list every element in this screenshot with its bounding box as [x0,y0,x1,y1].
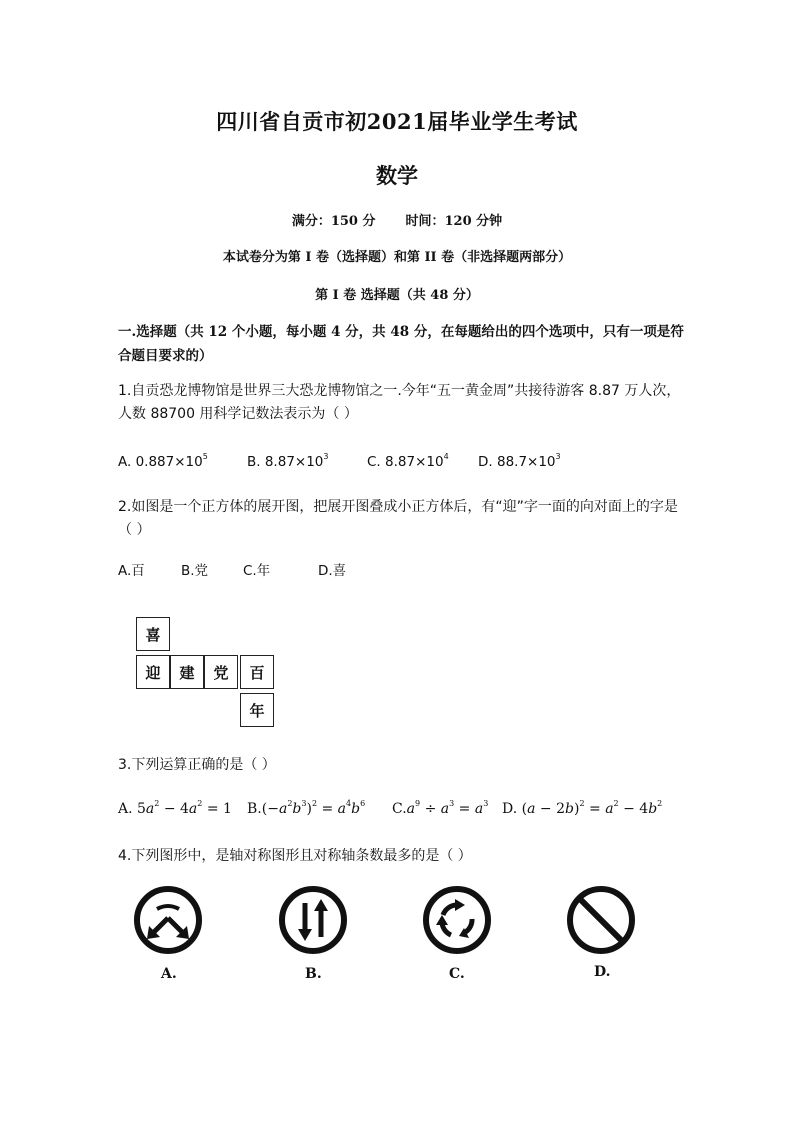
part-one-heading: 第 I 卷 选择题（共 48 分） [315,288,479,303]
exam-meta [0,210,794,229]
q1-option-b: B. $8.87\times 10^3$ [247,452,329,470]
q2-option-c: C.年 [243,563,271,579]
q2-option-b: B.党 [181,563,209,579]
q3-option-d: D. $(a - 2b)^2 = a^2 - 4b^2$ [502,799,663,817]
net-cell-dang: 党 [204,655,238,689]
net-cell-nian: 年 [240,693,274,727]
q1-option-d: D. $88.7\times 10^3$ [478,452,561,470]
exam-subject: 数学 [376,163,418,188]
question-3-stem: 3.下列运算正确的是（ ） [118,757,276,773]
q2-option-d: D.喜 [318,563,347,579]
exam-title: 四川省自贡市初2021届毕业学生考试 [216,109,578,134]
sign-c-roundabout-icon [422,885,492,955]
sign-b-label: B. [305,966,322,982]
sign-a-diverging-arrows-icon [133,885,203,955]
q1-option-c: C. $8.87\times 10^4$ [367,452,449,470]
cube-net-figure [136,617,276,729]
q3-option-c: $C.a^9 \div a^3 = a^3$ [392,799,489,817]
sign-d-label: D. [594,964,611,980]
sign-c-label: C. [449,966,465,982]
q3-option-a: A. $5a^2 - 4a^2 = 1$ [118,799,232,817]
question-4-stem: 4.下列图形中，是轴对称图形且对称轴条数最多的是（ ） [118,848,472,864]
q2-option-a: A.百 [118,563,145,579]
question-1-line-2: 人数 88700 用科学记数法表示为（ ） [118,406,358,422]
question-2-stem [118,496,688,542]
question-1-stem [118,380,688,426]
exam-time: 时间：120 分钟 [405,214,503,229]
net-cell-ying: 迎 [136,655,170,689]
question-2-line-2: （ ） [118,522,151,538]
net-cell-bai: 百 [240,655,274,689]
net-cell-jian: 建 [170,655,204,689]
exam-structure-note: 本试卷分为第 I 卷（选择题）和第 II 卷（非选择题两部分） [222,250,572,265]
sign-a-label: A. [161,966,177,982]
q1-option-a: A. $0.887\times 10^5$ [118,452,208,470]
question-1-line-1: 1.自贡恐龙博物馆是世界三大恐龙博物馆之一.今年“五一黄金周”共接待游客 8.87 万人次， [118,383,681,399]
question-2-line-1: 2.如图是一个正方体的展开图，把展开图叠成小正方体后，有“迎”字一面的向对面上的字是 [118,499,678,515]
net-cell-xi: 喜 [136,617,170,651]
sign-d-prohibition-icon [566,885,636,955]
sign-b-two-way-arrows-icon [278,885,348,955]
q3-option-b: $B.(-a^2b^3)^2 = a^4b^6$ [247,799,366,817]
section-heading: 一.选择题（共 12 个小题，每小题 4 分，共 48 分，在每题给出的四个选项中，只有一项是符合题目要求的） [118,324,684,364]
full-score: 满分：150 分 [291,214,376,229]
